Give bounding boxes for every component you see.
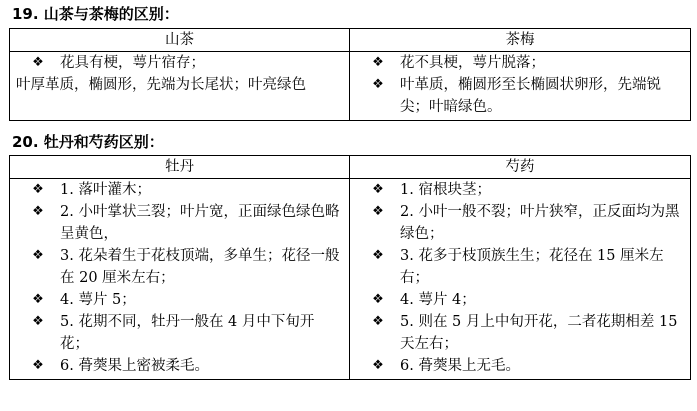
diamond-bullet-icon: ❖ [372, 182, 384, 197]
list-item [16, 201, 343, 245]
diamond-bullet-icon: ❖ [372, 77, 384, 92]
tree-peony-cell [10, 179, 350, 380]
list-item-text: 2. 小叶掌状三裂；叶片宽，正面绿色绿色略呈黄色， [60, 204, 340, 242]
list-item-text: 5. 花期不同，牡丹一般在 4 月中下旬开花； [60, 314, 315, 352]
diamond-bullet-icon: ❖ [372, 358, 384, 373]
list-item-text: 4. 萼片 4； [400, 292, 476, 308]
diamond-bullet-icon: ❖ [372, 314, 384, 329]
diamond-bullet-icon: ❖ [32, 358, 44, 373]
list-item-text: 花不具梗，萼片脱落； [400, 55, 545, 71]
diamond-bullet-icon: ❖ [32, 292, 44, 307]
camellia-comparison-table [9, 28, 691, 121]
list-item-text: 叶革质，椭圆形至长椭圆状卵形，先端锐尖；叶暗绿色。 [400, 77, 661, 115]
list-item [356, 52, 684, 74]
table-header-row [10, 156, 691, 179]
camellia-cell [10, 52, 350, 121]
diamond-bullet-icon: ❖ [32, 248, 44, 263]
list-item [356, 201, 684, 245]
list-item [16, 245, 343, 289]
header-tree-peony: 牡丹 [10, 156, 350, 179]
list-item [16, 52, 343, 74]
list-item-text: 5. 则在 5 月上中旬开花，二者花期相差 15 天左右； [400, 314, 678, 352]
list-item-text: 4. 萼片 5； [60, 292, 136, 308]
list-item [16, 289, 343, 311]
table-header-row [10, 29, 691, 52]
diamond-bullet-icon: ❖ [32, 55, 44, 70]
list-item-text: 花具有梗，萼片宿存； [60, 55, 205, 71]
list-item [16, 355, 343, 377]
list-item [356, 179, 684, 201]
table-row [10, 52, 691, 121]
list-item [16, 179, 343, 201]
header-herbaceous-peony: 芍药 [350, 156, 691, 179]
list-item-text: 6. 蓇葖果上密被柔毛。 [60, 358, 209, 374]
diamond-bullet-icon: ❖ [372, 248, 384, 263]
section-19-title: 19. 山茶与茶梅的区别： [12, 5, 179, 23]
diamond-bullet-icon: ❖ [32, 204, 44, 219]
list-item-text: 2. 小叶一般不裂；叶片狭窄，正反面均为黑绿色； [400, 204, 680, 242]
list-item [356, 74, 684, 118]
peony-comparison-table [9, 155, 691, 380]
list-item [356, 245, 684, 289]
diamond-bullet-icon: ❖ [372, 204, 384, 219]
header-camellia: 山茶 [10, 29, 350, 52]
list-item [356, 355, 684, 377]
list-item-text: 6. 蓇葖果上无毛。 [400, 358, 520, 374]
list-item [356, 311, 684, 355]
diamond-bullet-icon: ❖ [32, 182, 44, 197]
section-20-title: 20. 牡丹和芍药区别： [12, 133, 164, 151]
list-item-text: 3. 花多于枝顶族生生；花径在 15 厘米左右； [400, 248, 664, 286]
list-item-text: 1. 宿根块茎； [400, 182, 491, 198]
diamond-bullet-icon: ❖ [372, 55, 384, 70]
list-item [356, 289, 684, 311]
list-item-text: 3. 花朵着生于花枝顶端，多单生；花径一般在 20 厘米左右； [60, 248, 340, 286]
list-item-text: 叶厚革质，椭圆形，先端为长尾状；叶亮绿色 [16, 77, 306, 93]
herbaceous-peony-cell [350, 179, 691, 380]
diamond-bullet-icon: ❖ [32, 314, 44, 329]
table-row [10, 179, 691, 380]
diamond-bullet-icon: ❖ [372, 292, 384, 307]
list-item [16, 311, 343, 355]
header-camellia-sasanqua: 茶梅 [350, 29, 691, 52]
list-item-text: 1. 落叶灌木； [60, 182, 151, 198]
sasanqua-cell [350, 52, 691, 121]
